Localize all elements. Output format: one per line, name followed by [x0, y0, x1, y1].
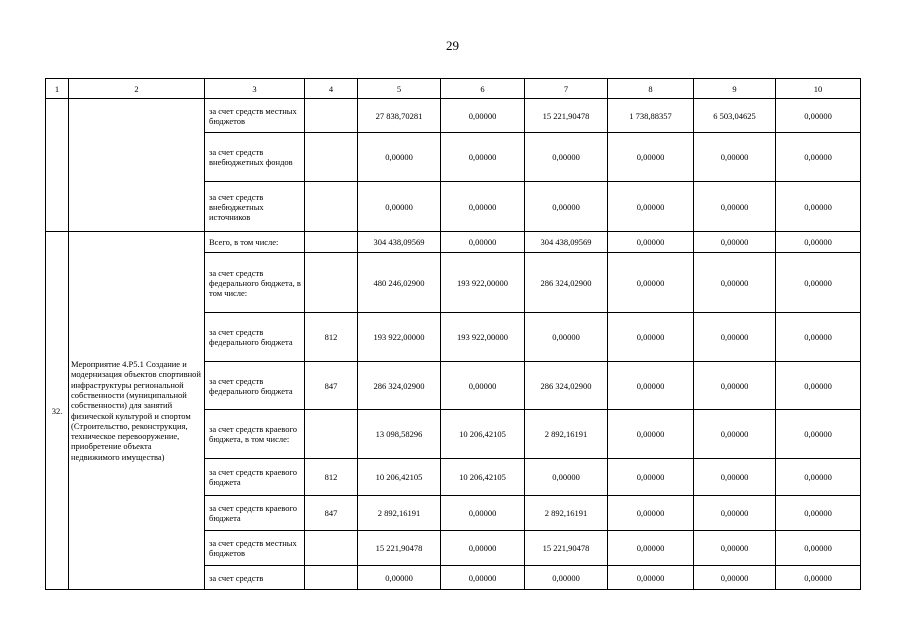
value-cell: 0,00000: [608, 133, 694, 182]
value-cell: 0,00000: [776, 496, 861, 531]
value-cell: 0,00000: [776, 410, 861, 459]
code-cell: 812: [305, 313, 358, 362]
value-cell: 0,00000: [776, 566, 861, 590]
value-cell: 0,00000: [525, 313, 608, 362]
value-cell: 0,00000: [608, 459, 694, 496]
value-cell: 0,00000: [776, 531, 861, 566]
value-cell: 0,00000: [694, 182, 776, 232]
value-cell: 0,00000: [694, 410, 776, 459]
code-cell: 847: [305, 362, 358, 410]
value-cell: 0,00000: [694, 313, 776, 362]
value-cell: 286 324,02900: [525, 253, 608, 313]
value-cell: 15 221,90478: [358, 531, 441, 566]
code-cell: [305, 566, 358, 590]
value-cell: 0,00000: [608, 182, 694, 232]
value-cell: 0,00000: [694, 566, 776, 590]
column-header: 9: [694, 79, 776, 99]
column-header: 1: [46, 79, 69, 99]
value-cell: 15 221,90478: [525, 99, 608, 133]
value-cell: 2 892,16191: [525, 496, 608, 531]
value-cell: 0,00000: [608, 531, 694, 566]
code-cell: 812: [305, 459, 358, 496]
value-cell: 0,00000: [441, 496, 525, 531]
value-cell: 0,00000: [441, 182, 525, 232]
value-cell: 0,00000: [776, 459, 861, 496]
value-cell: 0,00000: [608, 496, 694, 531]
value-cell: 10 206,42105: [358, 459, 441, 496]
value-cell: 0,00000: [525, 459, 608, 496]
value-cell: 193 922,00000: [358, 313, 441, 362]
value-cell: 0,00000: [358, 133, 441, 182]
value-cell: 0,00000: [608, 313, 694, 362]
value-cell: 193 922,00000: [441, 313, 525, 362]
page-number: 29: [446, 38, 459, 53]
funding-source-label: за счет средств федерального бюджета: [205, 313, 305, 362]
value-cell: 0,00000: [776, 362, 861, 410]
value-cell: 0,00000: [441, 99, 525, 133]
funding-source-label: за счет средств федерального бюджета, в том числе:: [205, 253, 305, 313]
value-cell: 0,00000: [608, 566, 694, 590]
value-cell: 0,00000: [776, 99, 861, 133]
column-header: 8: [608, 79, 694, 99]
code-cell: [305, 531, 358, 566]
value-cell: 0,00000: [525, 566, 608, 590]
value-cell: 0,00000: [608, 362, 694, 410]
table-row: [46, 99, 861, 133]
value-cell: 0,00000: [441, 362, 525, 410]
value-cell: 2 892,16191: [358, 496, 441, 531]
funding-source-label: за счет средств местных бюджетов: [205, 99, 305, 133]
value-cell: 0,00000: [525, 182, 608, 232]
budget-table: [45, 78, 861, 590]
value-cell: 1 738,88357: [608, 99, 694, 133]
code-cell: [305, 99, 358, 133]
value-cell: 0,00000: [776, 253, 861, 313]
column-header: 2: [69, 79, 205, 99]
empty-number-cell: [46, 99, 69, 232]
value-cell: 0,00000: [776, 182, 861, 232]
value-cell: 0,00000: [608, 253, 694, 313]
code-cell: 847: [305, 496, 358, 531]
value-cell: 0,00000: [441, 232, 525, 253]
column-header: 4: [305, 79, 358, 99]
value-cell: 0,00000: [525, 133, 608, 182]
value-cell: 193 922,00000: [441, 253, 525, 313]
value-cell: 480 246,02900: [358, 253, 441, 313]
value-cell: 27 838,70281: [358, 99, 441, 133]
value-cell: 0,00000: [358, 182, 441, 232]
value-cell: 0,00000: [441, 133, 525, 182]
funding-source-label: Всего, в том числе:: [205, 232, 305, 253]
value-cell: 0,00000: [358, 566, 441, 590]
value-cell: 286 324,02900: [358, 362, 441, 410]
value-cell: 10 206,42105: [441, 459, 525, 496]
value-cell: 0,00000: [776, 232, 861, 253]
value-cell: 10 206,42105: [441, 410, 525, 459]
funding-source-label: за счет средств краевого бюджета: [205, 459, 305, 496]
funding-source-label: за счет средств местных бюджетов: [205, 531, 305, 566]
value-cell: 0,00000: [694, 253, 776, 313]
value-cell: 0,00000: [694, 362, 776, 410]
value-cell: 0,00000: [694, 232, 776, 253]
value-cell: 304 438,09569: [525, 232, 608, 253]
table-row: [46, 232, 861, 253]
value-cell: 304 438,09569: [358, 232, 441, 253]
value-cell: 0,00000: [441, 566, 525, 590]
value-cell: 6 503,04625: [694, 99, 776, 133]
column-header: 6: [441, 79, 525, 99]
funding-source-label: за счет средств: [205, 566, 305, 590]
value-cell: 286 324,02900: [525, 362, 608, 410]
code-cell: [305, 232, 358, 253]
value-cell: 0,00000: [608, 410, 694, 459]
value-cell: 0,00000: [776, 133, 861, 182]
table-header-row: [46, 79, 861, 99]
value-cell: 2 892,16191: [525, 410, 608, 459]
value-cell: 0,00000: [608, 232, 694, 253]
column-header: 10: [776, 79, 861, 99]
column-header: 3: [205, 79, 305, 99]
item-number: 32.: [46, 232, 69, 590]
item-description: Мероприятие 4.Р5.1 Создание и модернизация объектов спортивной инфраструктуры региональной собственности (муниципальной собственности) для занятий физической культурой и спортом (Строительство, реконструкция, техническое перевооружение, приобретение объекта недвижимого имущества): [69, 232, 205, 590]
code-cell: [305, 182, 358, 232]
value-cell: 15 221,90478: [525, 531, 608, 566]
funding-source-label: за счет средств краевого бюджета, в том числе:: [205, 410, 305, 459]
value-cell: 0,00000: [776, 313, 861, 362]
value-cell: 0,00000: [694, 459, 776, 496]
column-header: 5: [358, 79, 441, 99]
empty-description-cell: [69, 99, 205, 232]
column-header: 7: [525, 79, 608, 99]
value-cell: 0,00000: [694, 531, 776, 566]
value-cell: 0,00000: [441, 531, 525, 566]
value-cell: 0,00000: [694, 133, 776, 182]
funding-source-label: за счет средств внебюджетных фондов: [205, 133, 305, 182]
value-cell: 0,00000: [694, 496, 776, 531]
funding-source-label: за счет средств внебюджетных источников: [205, 182, 305, 232]
value-cell: 13 098,58296: [358, 410, 441, 459]
funding-source-label: за счет средств федерального бюджета: [205, 362, 305, 410]
funding-source-label: за счет средств краевого бюджета: [205, 496, 305, 531]
code-cell: [305, 133, 358, 182]
code-cell: [305, 410, 358, 459]
code-cell: [305, 253, 358, 313]
